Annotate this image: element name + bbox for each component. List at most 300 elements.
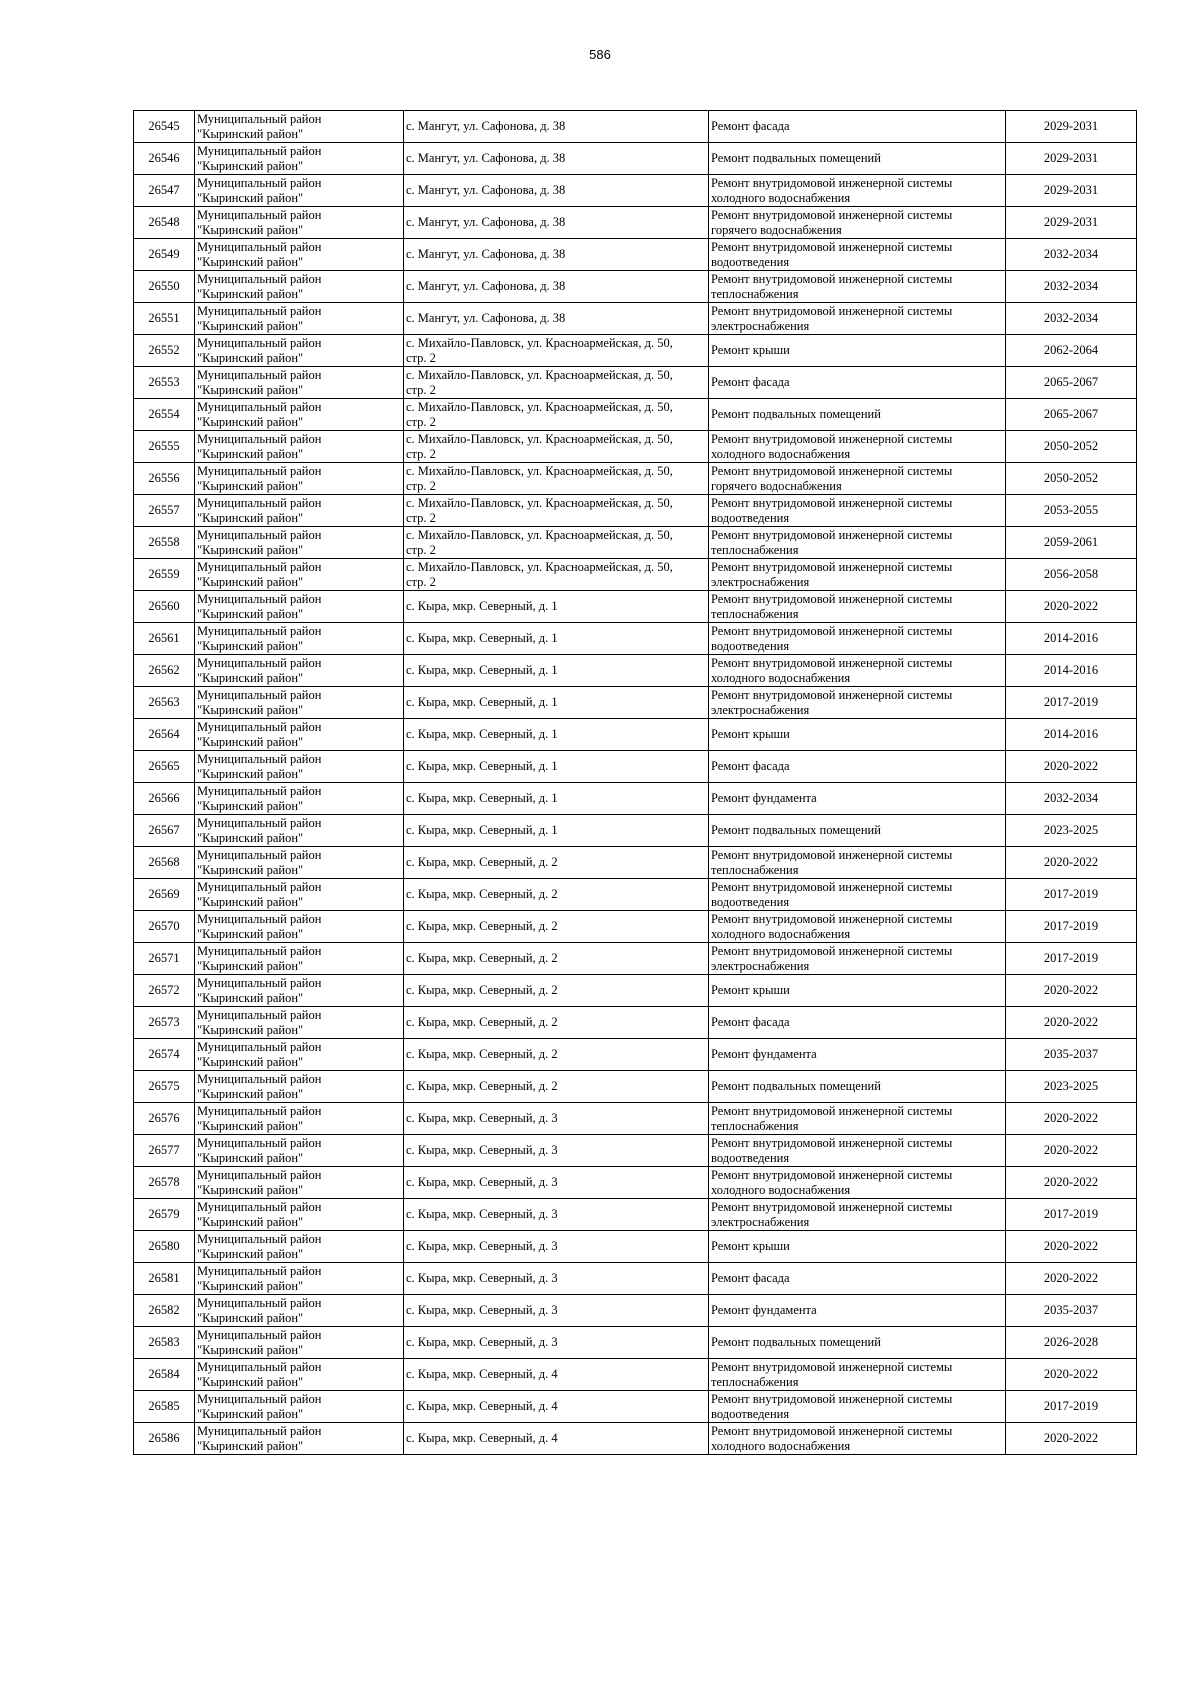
work-type-cell [709,1231,1006,1263]
municipality-cell-text: Муниципальный район [197,335,322,350]
work-type-cell-text: холодного водоснабжения [711,190,851,205]
municipality-cell-text: "Кыринский район" [197,830,304,845]
period-cell [1006,591,1137,623]
work-type-cell [709,111,1006,143]
address-cell-text: с. Михайло-Павловск, ул. Красноармейская, д. 50, [406,399,673,414]
row-number-cell [134,1103,195,1135]
work-type-cell [709,1423,1006,1455]
table-row [134,367,1137,399]
municipality-cell [195,719,404,751]
row-number-cell [134,911,195,943]
municipality-cell-text: Муниципальный район [197,879,322,894]
work-type-cell [709,1039,1006,1071]
row-number-cell-text: 26563 [148,695,180,709]
municipality-cell [195,591,404,623]
address-cell-text: с. Михайло-Павловск, ул. Красноармейская, д. 50, [406,463,673,478]
address-cell-text: с. Кыра, мкр. Северный, д. 1 [406,663,558,677]
work-type-cell [709,1103,1006,1135]
municipality-cell-text: "Кыринский район" [197,286,304,301]
period-cell-text: 2032-2034 [1043,791,1099,805]
period-cell-text: 2020-2022 [1043,983,1099,997]
municipality-cell-text: "Кыринский район" [197,350,304,365]
work-type-cell-text: холодного водоснабжения [711,670,851,685]
address-cell-text: с. Кыра, мкр. Северный, д. 2 [406,983,558,997]
address-cell-text: с. Кыра, мкр. Северный, д. 1 [406,631,558,645]
address-cell [404,559,709,591]
row-number-cell [134,1039,195,1071]
work-type-cell-text: Ремонт внутридомовой инженерной системы [711,431,953,446]
period-cell [1006,943,1137,975]
address-cell-text: с. Кыра, мкр. Северный, д. 3 [406,1239,558,1253]
row-number-cell-text: 26583 [148,1335,180,1349]
address-cell-text: с. Мангут, ул. Сафонова, д. 38 [406,183,566,197]
address-cell-text: с. Кыра, мкр. Северный, д. 4 [406,1367,558,1381]
period-cell-text: 2032-2034 [1043,279,1099,293]
address-cell [404,1103,709,1135]
address-cell [404,847,709,879]
municipality-cell [195,655,404,687]
period-cell-text: 2020-2022 [1043,1239,1099,1253]
row-number-cell [134,751,195,783]
address-cell [404,975,709,1007]
address-cell-text: стр. 2 [406,574,436,589]
work-type-cell-text: Ремонт внутридомовой инженерной системы [711,1423,953,1438]
row-number-cell [134,111,195,143]
row-number-cell-text: 26569 [148,887,180,901]
period-cell [1006,815,1137,847]
row-number-cell-text: 26584 [148,1367,180,1381]
address-cell-text: с. Кыра, мкр. Северный, д. 4 [406,1431,558,1445]
period-cell [1006,559,1137,591]
work-type-cell-text: электроснабжения [711,318,810,333]
work-type-cell [709,1007,1006,1039]
municipality-cell-text: "Кыринский район" [197,670,304,685]
row-number-cell-text: 26580 [148,1239,180,1253]
address-cell-text: с. Кыра, мкр. Северный, д. 2 [406,887,558,901]
municipality-cell-text: "Кыринский район" [197,1150,304,1165]
address-cell-text: с. Михайло-Павловск, ул. Красноармейская, д. 50, [406,495,673,510]
period-cell [1006,495,1137,527]
row-number-cell [134,1263,195,1295]
period-cell-text: 2032-2034 [1043,311,1099,325]
address-cell [404,207,709,239]
municipality-cell [195,1103,404,1135]
work-type-cell-text: Ремонт внутридомовой инженерной системы [711,527,953,542]
row-number-cell-text: 26576 [148,1111,180,1125]
address-cell-text: с. Мангут, ул. Сафонова, д. 38 [406,311,566,325]
row-number-cell-text: 26558 [148,535,180,549]
work-type-cell-text: Ремонт внутридомовой инженерной системы [711,303,953,318]
table-row [134,623,1137,655]
municipality-cell-text: "Кыринский район" [197,1054,304,1069]
municipality-cell-text: Муниципальный район [197,1263,322,1278]
municipality-cell [195,1071,404,1103]
municipality-cell-text: "Кыринский район" [197,702,304,717]
period-cell-text: 2020-2022 [1043,1015,1099,1029]
row-number-cell-text: 26562 [148,663,180,677]
work-type-cell [709,1071,1006,1103]
municipality-cell [195,367,404,399]
address-cell-text: с. Кыра, мкр. Северный, д. 2 [406,1015,558,1029]
municipality-cell-text: Муниципальный район [197,1199,322,1214]
municipality-cell-text: Муниципальный район [197,719,322,734]
work-type-cell-text: Ремонт подвальных помещений [711,151,881,165]
row-number-cell [134,687,195,719]
municipality-cell [195,239,404,271]
work-type-cell-text: горячего водоснабжения [711,222,842,237]
address-cell-text: с. Кыра, мкр. Северный, д. 1 [406,727,558,741]
period-cell [1006,1359,1137,1391]
municipality-cell-text: "Кыринский район" [197,222,304,237]
row-number-cell [134,463,195,495]
municipality-cell-text: "Кыринский район" [197,1022,304,1037]
address-cell-text: с. Кыра, мкр. Северный, д. 2 [406,919,558,933]
table-row [134,1071,1137,1103]
period-cell [1006,1167,1137,1199]
period-cell [1006,207,1137,239]
period-cell [1006,1039,1137,1071]
period-cell [1006,1423,1137,1455]
address-cell-text: с. Мангут, ул. Сафонова, д. 38 [406,279,566,293]
work-type-cell-text: Ремонт фасада [711,119,790,133]
period-cell [1006,719,1137,751]
work-type-cell [709,495,1006,527]
table-row [134,271,1137,303]
work-type-cell-text: Ремонт внутридомовой инженерной системы [711,1167,953,1182]
address-cell-text: с. Михайло-Павловск, ул. Красноармейская, д. 50, [406,431,673,446]
work-type-cell [709,559,1006,591]
work-type-cell [709,207,1006,239]
address-cell [404,1071,709,1103]
work-type-cell [709,911,1006,943]
work-type-cell [709,527,1006,559]
municipality-cell [195,783,404,815]
work-type-cell-text: Ремонт фундамента [711,791,817,805]
work-type-cell [709,271,1006,303]
work-type-cell [709,1199,1006,1231]
row-number-cell [134,367,195,399]
municipality-cell [195,303,404,335]
work-type-cell-text: Ремонт внутридомовой инженерной системы [711,879,953,894]
row-number-cell [134,1391,195,1423]
municipality-cell-text: "Кыринский район" [197,1246,304,1261]
municipality-cell-text: "Кыринский район" [197,510,304,525]
table-row [134,111,1137,143]
municipality-cell-text: Муниципальный район [197,1007,322,1022]
work-type-cell-text: Ремонт крыши [711,983,790,997]
row-number-cell [134,1167,195,1199]
period-cell-text: 2020-2022 [1043,1143,1099,1157]
municipality-cell-text: "Кыринский район" [197,734,304,749]
table-row [134,751,1137,783]
period-cell [1006,175,1137,207]
address-cell [404,719,709,751]
address-cell [404,879,709,911]
address-cell-text: с. Мангут, ул. Сафонова, д. 38 [406,119,566,133]
row-number-cell-text: 26560 [148,599,180,613]
address-cell [404,495,709,527]
municipality-cell-text: Муниципальный район [197,751,322,766]
work-type-cell [709,303,1006,335]
address-cell-text: с. Кыра, мкр. Северный, д. 2 [406,951,558,965]
municipality-cell-text: "Кыринский район" [197,542,304,557]
municipality-cell [195,559,404,591]
municipality-cell-text: Муниципальный район [197,207,322,222]
period-cell [1006,1231,1137,1263]
work-type-cell-text: Ремонт фасада [711,759,790,773]
period-cell [1006,751,1137,783]
address-cell-text: с. Михайло-Павловск, ул. Красноармейская, д. 50, [406,367,673,382]
municipality-cell-text: Муниципальный район [197,815,322,830]
row-number-cell [134,399,195,431]
work-type-cell [709,623,1006,655]
municipality-cell-text: Муниципальный район [197,1103,322,1118]
period-cell [1006,271,1137,303]
address-cell [404,175,709,207]
municipality-cell [195,1039,404,1071]
municipality-cell-text: "Кыринский район" [197,1406,304,1421]
municipality-cell-text: Муниципальный район [197,1359,322,1374]
municipality-cell-text: "Кыринский район" [197,318,304,333]
address-cell [404,1423,709,1455]
period-cell-text: 2056-2058 [1043,567,1099,581]
municipality-cell-text: "Кыринский район" [197,990,304,1005]
period-cell [1006,911,1137,943]
row-number-cell-text: 26546 [148,151,180,165]
work-type-cell-text: Ремонт фундамента [711,1303,817,1317]
period-cell-text: 2020-2022 [1043,1175,1099,1189]
period-cell-text: 2023-2025 [1043,823,1099,837]
address-cell-text: стр. 2 [406,510,436,525]
work-type-cell-text: Ремонт внутридомовой инженерной системы [711,271,953,286]
period-cell-text: 2017-2019 [1043,695,1099,709]
period-cell-text: 2017-2019 [1043,919,1099,933]
row-number-cell [134,303,195,335]
municipality-cell-text: Муниципальный район [197,1167,322,1182]
address-cell [404,1007,709,1039]
work-type-cell [709,719,1006,751]
municipality-cell-text: "Кыринский район" [197,254,304,269]
work-type-cell-text: Ремонт внутридомовой инженерной системы [711,655,953,670]
row-number-cell [134,719,195,751]
municipality-cell-text: Муниципальный район [197,591,322,606]
municipality-cell-text: Муниципальный район [197,239,322,254]
period-cell-text: 2023-2025 [1043,1079,1099,1093]
period-cell [1006,975,1137,1007]
row-number-cell [134,1295,195,1327]
address-cell-text: стр. 2 [406,414,436,429]
work-type-cell-text: Ремонт фасада [711,1015,790,1029]
row-number-cell-text: 26554 [148,407,180,421]
work-type-cell-text: горячего водоснабжения [711,478,842,493]
period-cell-text: 2017-2019 [1043,1399,1099,1413]
work-type-cell [709,943,1006,975]
work-type-cell [709,815,1006,847]
row-number-cell [134,847,195,879]
period-cell [1006,1295,1137,1327]
municipality-cell [195,1327,404,1359]
work-type-cell [709,1327,1006,1359]
period-cell-text: 2062-2064 [1043,343,1099,357]
period-cell-text: 2014-2016 [1043,631,1099,645]
table-row [134,1135,1137,1167]
table-row [134,1167,1137,1199]
period-cell-text: 2065-2067 [1043,375,1099,389]
row-number-cell [134,239,195,271]
municipality-cell-text: Муниципальный район [197,975,322,990]
row-number-cell-text: 26548 [148,215,180,229]
address-cell-text: с. Мангут, ул. Сафонова, д. 38 [406,247,566,261]
period-cell [1006,879,1137,911]
work-type-cell-text: электроснабжения [711,702,810,717]
period-cell [1006,1263,1137,1295]
row-number-cell-text: 26545 [148,119,180,133]
municipality-cell-text: Муниципальный район [197,463,322,478]
municipality-cell-text: Муниципальный район [197,1071,322,1086]
address-cell [404,303,709,335]
work-type-cell [709,1263,1006,1295]
row-number-cell [134,1071,195,1103]
period-cell-text: 2053-2055 [1043,503,1099,517]
row-number-cell [134,815,195,847]
period-cell-text: 2017-2019 [1043,951,1099,965]
address-cell [404,911,709,943]
municipality-cell-text: Муниципальный район [197,527,322,542]
period-cell-text: 2029-2031 [1043,119,1099,133]
address-cell-text: с. Кыра, мкр. Северный, д. 3 [406,1175,558,1189]
period-cell-text: 2020-2022 [1043,855,1099,869]
work-type-cell [709,655,1006,687]
municipality-cell-text: Муниципальный район [197,367,322,382]
work-type-cell [709,751,1006,783]
work-type-cell-text: Ремонт внутридомовой инженерной системы [711,239,953,254]
work-type-cell-text: водоотведения [711,638,790,653]
address-cell [404,591,709,623]
table-row [134,431,1137,463]
row-number-cell-text: 26579 [148,1207,180,1221]
table-row [134,943,1137,975]
municipality-cell [195,1199,404,1231]
address-cell-text: стр. 2 [406,382,436,397]
address-cell [404,399,709,431]
table-row [134,1103,1137,1135]
municipality-cell [195,399,404,431]
row-number-cell [134,1359,195,1391]
municipality-cell-text: "Кыринский район" [197,1214,304,1229]
work-type-cell-text: электроснабжения [711,958,810,973]
row-number-cell [134,879,195,911]
municipality-cell-text: "Кыринский район" [197,1310,304,1325]
row-number-cell-text: 26570 [148,919,180,933]
row-number-cell-text: 26555 [148,439,180,453]
municipality-cell-text: Муниципальный район [197,1423,322,1438]
row-number-cell-text: 26547 [148,183,180,197]
row-number-cell [134,591,195,623]
work-type-cell-text: Ремонт крыши [711,343,790,357]
table-row [134,655,1137,687]
row-number-cell [134,143,195,175]
municipality-cell-text: "Кыринский район" [197,382,304,397]
row-number-cell [134,783,195,815]
row-number-cell-text: 26575 [148,1079,180,1093]
municipality-cell-text: Муниципальный район [197,303,322,318]
address-cell [404,143,709,175]
address-cell-text: с. Кыра, мкр. Северный, д. 2 [406,1047,558,1061]
municipality-cell-text: Муниципальный район [197,271,322,286]
work-type-cell-text: Ремонт фасада [711,1271,790,1285]
municipality-cell-text: Муниципальный район [197,399,322,414]
period-cell [1006,1135,1137,1167]
period-cell [1006,1327,1137,1359]
period-cell [1006,687,1137,719]
municipality-cell-text: Муниципальный район [197,1327,322,1342]
work-type-cell-text: Ремонт крыши [711,1239,790,1253]
work-type-cell [709,367,1006,399]
municipality-cell-text: "Кыринский район" [197,414,304,429]
work-type-cell-text: Ремонт внутридомовой инженерной системы [711,495,953,510]
municipality-cell-text: "Кыринский район" [197,1374,304,1389]
address-cell-text: с. Кыра, мкр. Северный, д. 2 [406,855,558,869]
municipality-cell-text: "Кыринский район" [197,1342,304,1357]
page-number: 586 [589,47,611,62]
address-cell [404,1263,709,1295]
municipality-cell-text: Муниципальный район [197,1295,322,1310]
table-row [134,303,1137,335]
address-cell-text: с. Кыра, мкр. Северный, д. 2 [406,1079,558,1093]
table-row [134,1359,1137,1391]
row-number-cell [134,335,195,367]
work-type-cell [709,399,1006,431]
work-type-cell-text: Ремонт внутридомовой инженерной системы [711,207,953,222]
address-cell-text: с. Кыра, мкр. Северный, д. 1 [406,695,558,709]
municipality-cell-text: Муниципальный район [197,1135,322,1150]
table-body [134,111,1137,1455]
work-type-cell-text: Ремонт внутридомовой инженерной системы [711,559,953,574]
table-row [134,527,1137,559]
address-cell [404,783,709,815]
row-number-cell-text: 26577 [148,1143,180,1157]
table-row [134,1039,1137,1071]
row-number-cell [134,1327,195,1359]
row-number-cell [134,655,195,687]
municipality-cell-text: "Кыринский район" [197,862,304,877]
work-type-cell-text: водоотведения [711,1406,790,1421]
row-number-cell [134,207,195,239]
period-cell-text: 2014-2016 [1043,727,1099,741]
period-cell-text: 2029-2031 [1043,183,1099,197]
row-number-cell-text: 26556 [148,471,180,485]
address-cell-text: с. Кыра, мкр. Северный, д. 1 [406,599,558,613]
address-cell-text: с. Кыра, мкр. Северный, д. 4 [406,1399,558,1413]
period-cell-text: 2020-2022 [1043,1271,1099,1285]
period-cell [1006,111,1137,143]
municipality-cell [195,463,404,495]
municipality-cell-text: Муниципальный район [197,1231,322,1246]
table-row [134,719,1137,751]
work-type-cell-text: Ремонт внутридомовой инженерной системы [711,175,953,190]
row-number-cell-text: 26586 [148,1431,180,1445]
work-type-cell-text: Ремонт внутридомовой инженерной системы [711,1359,953,1374]
row-number-cell-text: 26582 [148,1303,180,1317]
address-cell-text: с. Кыра, мкр. Северный, д. 3 [406,1303,558,1317]
work-type-cell [709,687,1006,719]
period-cell [1006,463,1137,495]
row-number-cell [134,175,195,207]
address-cell [404,1295,709,1327]
work-type-cell [709,1167,1006,1199]
municipality-cell [195,687,404,719]
work-type-cell [709,335,1006,367]
